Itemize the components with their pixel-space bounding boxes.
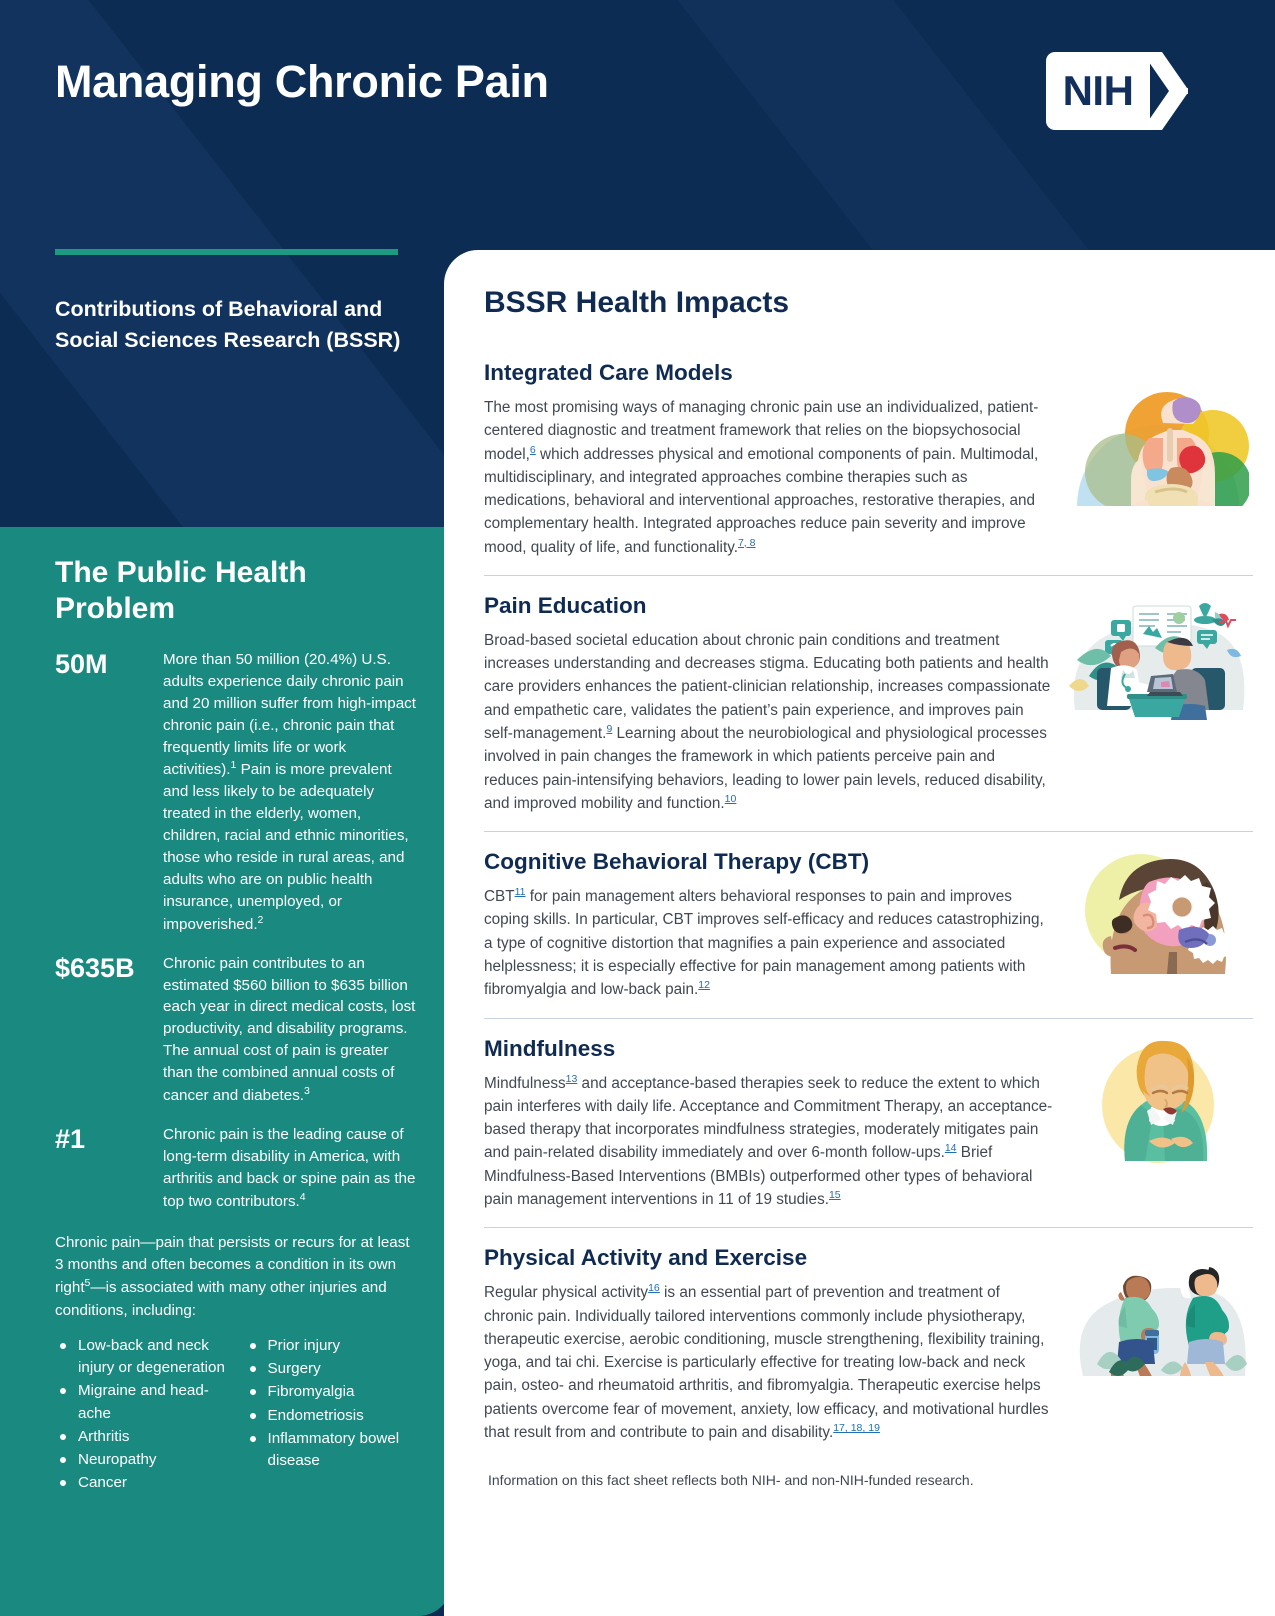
list-item: Inflammatory bowel disease <box>245 1428 417 1472</box>
body-text-b: Learning about the neurobiological and physiological processes involved in pain changes the framework in which patients perceive pain and reduces pain-intensifying behaviors, leading to lower pain levels, reduced disability, and improved mobility and function. <box>484 725 1047 812</box>
reference-link[interactable]: 7, 8 <box>737 536 756 549</box>
body-text-a: Broad-based societal education about chronic pain conditions and treatment increases understanding and decreases stigma. Educating both patients and health care providers enhances the patient-clinician relationship, increases compassionate and empathetic care, validates the patient’s pain experience, and improves pain self-management. <box>484 631 1051 743</box>
reference-link[interactable]: 10 <box>724 792 737 805</box>
reference-link[interactable]: 6 <box>529 443 536 456</box>
page-subtitle: Contributions of Behavioral and Social Sciences Research (BSSR) <box>55 297 401 352</box>
reference-link[interactable]: 9 <box>606 722 613 735</box>
section-illustration <box>1067 590 1249 720</box>
section-heading: Physical Activity and Exercise <box>484 1245 808 1271</box>
stat-value: #1 <box>55 1124 86 1154</box>
list-item: Neuropathy <box>55 1449 227 1471</box>
list-item: Surgery <box>245 1358 417 1380</box>
stat-text: Chronic pain contributes to an estimated $560 billion to $635 billion each year in direct medical costs, lost productivity, and disability programs. The annual cost of pain is greater than the combined annual costs of cancer and diabetes. <box>163 954 416 1105</box>
impact-section <box>484 575 1253 831</box>
section-heading: Mindfulness <box>484 1035 616 1061</box>
stat-text-cont: Pain is more prevalent and less likely to be adequately treated in the elderly, women, children, racial and ethnic minorities, those who reside in rural areas, and adults who are on public health insurance, unemployed, or impoverished. <box>163 761 409 933</box>
section-heading: Pain Education <box>484 592 647 618</box>
stat-description <box>163 953 416 1107</box>
list-item: Fibromyalgia <box>245 1381 417 1403</box>
reference-link[interactable]: 14 <box>944 1142 957 1155</box>
bullets-column-left <box>55 1335 227 1495</box>
reference-marker: 2 <box>257 913 264 926</box>
body-text-b: which addresses physical and emotional components of pain. Multimodal, multidisciplinary, and integrated approaches combine therapies such as medications, behavioral and interventional approaches, restorative therapies, and complementary health. Integrated approaches reduce pain severity and improve mood, quality of life, and functionality. <box>484 445 1039 556</box>
reference-link[interactable]: 11 <box>514 886 526 899</box>
definition-part-1: Chronic pain—pain that persists or recurs for at least 3 months and often becomes a condition in its own right <box>55 1233 410 1297</box>
reference-marker: 1 <box>230 759 237 772</box>
list-item: Prior injury <box>245 1335 417 1357</box>
accent-rule <box>55 249 398 255</box>
walking-jogging-people-illustration <box>1067 1246 1249 1376</box>
public-health-title: The Public Health Problem <box>55 556 307 625</box>
section-illustration <box>1067 1246 1249 1376</box>
impact-section <box>484 1227 1253 1460</box>
stat-value: 50M <box>55 649 108 679</box>
body-text-c: Brief Mindfulness-Based Interventions (BMBIs) outperformed other types of behavioral pain management interventions in 11 of 19 studies. <box>484 1144 1033 1209</box>
stat-text: More than 50 million (20.4%) U.S. adults experience daily chronic pain and 20 million suffer from high-impact chronic pain (i.e., chronic pain that frequently limits life or work activities). <box>163 651 416 779</box>
stat-description <box>163 649 416 936</box>
reference-marker: 5 <box>84 1277 91 1290</box>
body-text-a: Mindfulness <box>484 1074 566 1092</box>
reference-link[interactable]: 17, 18, 19 <box>833 1421 880 1434</box>
body-text-a: The most promising ways of managing chronic pain use an individualized, patient-centered diagnostic and treatment framework that relies on the biopsychosocial model, <box>484 399 1039 463</box>
stat-row <box>55 1124 416 1213</box>
reference-link[interactable]: 15 <box>828 1189 841 1201</box>
section-illustration <box>1067 376 1249 506</box>
fact-sheet-footnote: Information on this fact sheet reflects both NIH- and non-NIH-funded research. <box>488 1472 974 1489</box>
impacts-title: BSSR Health Impacts <box>484 286 790 319</box>
doctor-patient-consultation-illustration <box>1067 590 1249 720</box>
stat-value: $635B <box>55 952 135 983</box>
body-text-a: CBT <box>484 888 515 906</box>
bullets-column-right <box>245 1335 417 1495</box>
body-text-a: Regular physical activity <box>484 1284 649 1302</box>
section-heading: Integrated Care Models <box>484 360 733 385</box>
reference-marker: 3 <box>304 1085 310 1098</box>
reference-link[interactable]: 16 <box>648 1282 660 1295</box>
nih-logo <box>1046 52 1186 130</box>
meditating-woman-illustration <box>1067 1033 1249 1163</box>
impact-section <box>484 1018 1253 1228</box>
impact-section <box>484 831 1253 1017</box>
list-item: Arthritis <box>55 1426 227 1448</box>
stat-description <box>163 1124 416 1213</box>
definition-part-2: —is associated with many other injuries and conditions, including: <box>55 1279 387 1319</box>
impact-sections <box>484 360 1253 1460</box>
body-text-b: for pain management alters behavioral responses to pain and improves coping skills. In particular, CBT improves self-efficacy and reduces catastrophizing, a type of cognitive distortion that magnifies a pain experience and associated helplessness; it is especially effective for pain management among patients with fibromyalgia and low-back pain. <box>484 888 1044 999</box>
body-text-b: is an essential part of prevention and treatment of chronic pain. Individually tailored interventions commonly include physiotherapy, therapeutic exercise, aerobic conditioning, muscle strengthening, flexibility training, yoga, and tai chi. Exercise is particularly effective for treating low-back and neck pain, osteo- and rheumatoid arthritis, and fibromyalgia. Therapeutic exercise helps patients overcome fear of movement, anxiety, low efficacy, and motivational hurdles that result from and contribute to pain and disability. <box>484 1284 1049 1442</box>
list-item: Low-back and neck injury or degeneration <box>55 1335 227 1379</box>
list-item: Endometriosis <box>245 1405 417 1427</box>
list-item: Cancer <box>55 1472 227 1494</box>
conditions-bullets <box>55 1335 416 1495</box>
impact-section <box>484 360 1253 575</box>
section-illustration <box>1067 844 1249 974</box>
stat-row <box>55 649 416 936</box>
public-health-panel <box>0 527 452 1616</box>
stat-text: Chronic pain is the leading cause of long-term disability in America, with arthritis and back or spine pain as the top two contributors. <box>163 1126 416 1210</box>
body-organs-illustration <box>1067 376 1249 506</box>
chronic-pain-definition <box>55 1232 416 1322</box>
section-heading: Cognitive Behavioral Therapy (CBT) <box>484 849 870 875</box>
stats-list <box>55 649 416 1213</box>
nih-logo-text: NIH <box>1062 67 1134 114</box>
stat-row <box>55 953 416 1107</box>
brain-gears-head-illustration <box>1067 844 1249 974</box>
reference-link[interactable]: 13 <box>565 1072 578 1085</box>
body-text-b: and acceptance-based therapies seek to reduce the extent to which pain interferes with daily life. Acceptance and Commitment Therapy, an acceptance-based therapy that incorporates mindfulness strategies, moderately mitigates pain and pain-related disability immediately and over 6-month follow-ups. <box>484 1074 1053 1162</box>
page-title: Managing Chronic Pain <box>55 56 549 107</box>
impacts-card <box>444 250 1275 1616</box>
nih-arrow-icon <box>1142 52 1188 130</box>
reference-marker: 4 <box>299 1190 306 1203</box>
section-illustration <box>1067 1033 1249 1163</box>
list-item: Migraine and head-ache <box>55 1380 227 1424</box>
reference-link[interactable]: 12 <box>698 979 710 992</box>
